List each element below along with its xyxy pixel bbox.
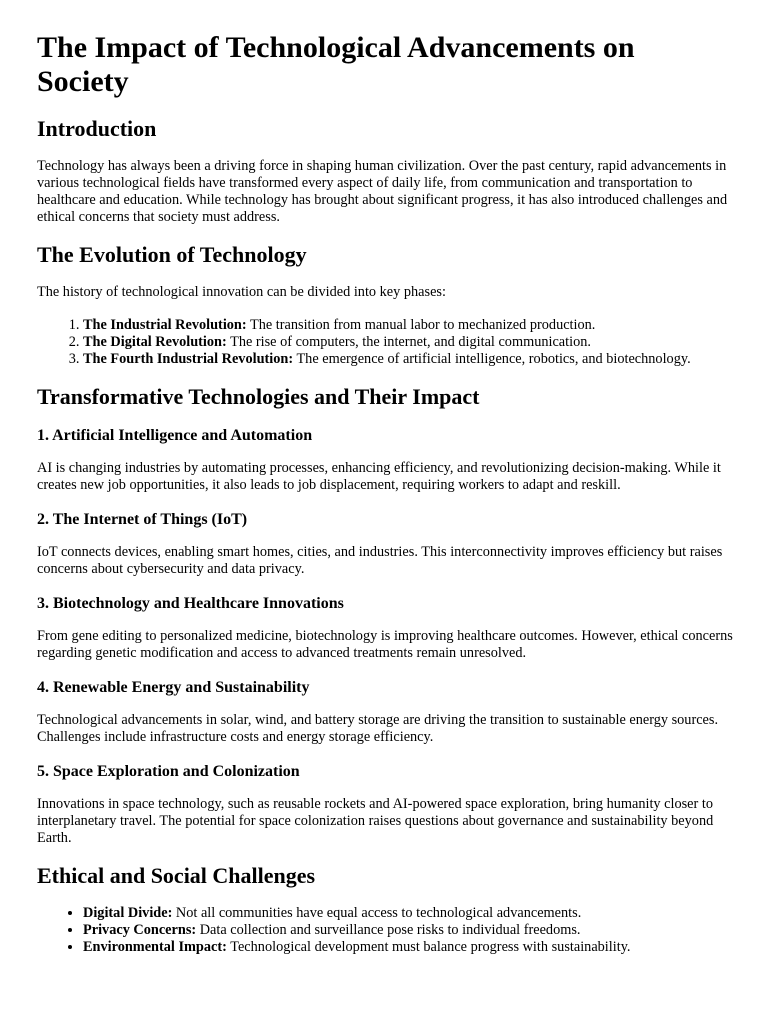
challenges-list <box>37 905 733 956</box>
list-item <box>83 334 733 351</box>
subsection-paragraph: IoT connects devices, enabling smart homes, cities, and industries. This interconnectivity improves efficiency but raises concerns about cybersecurity and data privacy. <box>37 544 723 577</box>
challenge-text: Data collection and surveillance pose risks to individual freedoms. <box>196 922 581 938</box>
phase-text: The transition from manual labor to mechanized production. <box>246 317 596 333</box>
subsection-heading: 1. Artificial Intelligence and Automation <box>37 427 313 444</box>
document-title: The Impact of Technological Advancements on Society <box>37 31 635 98</box>
list-item <box>83 905 733 922</box>
transformative-heading: Transformative Technologies and Their Impact <box>37 384 480 409</box>
subsection-heading: 5. Space Exploration and Colonization <box>37 763 300 780</box>
phase-term: The Fourth Industrial Revolution: <box>83 351 294 367</box>
challenge-term: Privacy Concerns: <box>83 922 197 938</box>
challenge-term: Environmental Impact: <box>83 939 227 955</box>
intro-paragraph: Technology has always been a driving force in shaping human civilization. Over the past century, rapid advancements in various technological fields have transformed every aspect of daily life, from communication and transportation to healthcare and education. While technology has brought about significant progress, it has also introduced challenges and ethical concerns that society must address. <box>37 158 728 225</box>
phase-text: The rise of computers, the internet, and digital communication. <box>226 334 591 350</box>
evolution-heading: The Evolution of Technology <box>37 242 307 267</box>
list-item <box>83 939 733 956</box>
phase-term: The Industrial Revolution: <box>83 317 247 333</box>
phases-list <box>37 317 733 368</box>
subsection-paragraph: From gene editing to personalized medicine, biotechnology is improving healthcare outcomes. However, ethical concerns regarding genetic modification and access to advanced treatments remain unresolved. <box>37 628 733 661</box>
challenge-term: Digital Divide: <box>83 905 173 921</box>
list-item <box>83 317 733 334</box>
transformative-section <box>37 384 733 847</box>
list-item <box>83 922 733 939</box>
phase-text: The emergence of artificial intelligence, robotics, and biotechnology. <box>293 351 691 367</box>
subsection-heading: 4. Renewable Energy and Sustainability <box>37 679 310 696</box>
subsection-paragraph: AI is changing industries by automating processes, enhancing efficiency, and revolutionizing decision-making. While it creates new job opportunities, it also leads to job displacement, requiring workers to adapt and reskill. <box>37 460 721 493</box>
subsection-paragraph: Technological advancements in solar, wind, and battery storage are driving the transition to sustainable energy sources. Challenges include infrastructure costs and energy storage efficiency. <box>37 712 719 745</box>
list-item <box>83 351 733 368</box>
evolution-section <box>37 242 733 368</box>
evolution-lead: The history of technological innovation can be divided into key phases: <box>37 284 446 300</box>
subsection-heading: 2. The Internet of Things (IoT) <box>37 511 248 528</box>
subsection-heading: 3. Biotechnology and Healthcare Innovations <box>37 595 344 612</box>
challenges-section <box>37 863 733 956</box>
challenge-text: Not all communities have equal access to technological advancements. <box>172 905 582 921</box>
intro-heading: Introduction <box>37 116 157 141</box>
challenge-text: Technological development must balance progress with sustainability. <box>226 939 631 955</box>
subsection-paragraph: Innovations in space technology, such as reusable rockets and AI-powered space exploration, bring humanity closer to interplanetary travel. The potential for space colonization raises questions about governance and sustainability beyond Earth. <box>37 796 714 846</box>
challenges-heading: Ethical and Social Challenges <box>37 863 316 888</box>
phase-term: The Digital Revolution: <box>83 334 227 350</box>
intro-section <box>37 116 733 226</box>
